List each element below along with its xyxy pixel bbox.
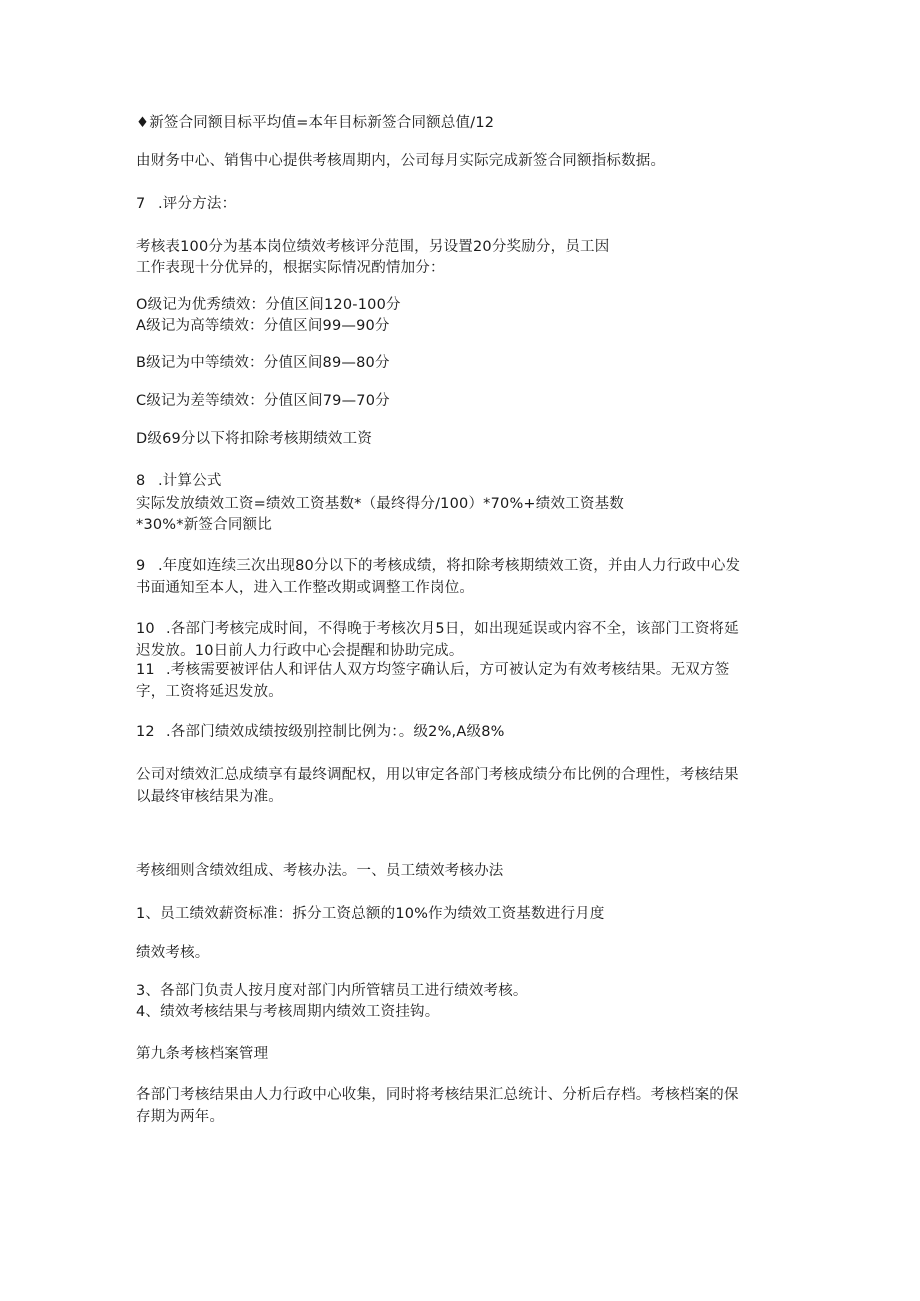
section-heading-8 (136, 470, 222, 492)
section-10-line-1 (136, 618, 739, 640)
section-title: .计算公式 (158, 473, 222, 489)
paragraph-scoring-line-2: 工作表现十分优异的，根据实际情况酌情加分： (136, 260, 445, 276)
formula-line-1: 实际发放绩效工资=绩效工资基数*（最终得分/100）*70%+绩效工资基数 (136, 496, 624, 512)
section-number: 7 (136, 196, 146, 212)
section-11-line-2: 字，工资将延迟发放。 (136, 684, 283, 700)
section-number: 10 (136, 621, 155, 637)
list-item-4: 4、绩效考核结果与考核周期内绩效工资挂钩。 (136, 1004, 440, 1020)
grade-b-line: B级记为中等绩效：分值区间89—80分 (136, 355, 390, 371)
section-text: .各部门考核完成时间，不得晚于考核次月5日，如出现延误或内容不全，该部门工资将延 (166, 621, 739, 637)
section-number: 8 (136, 473, 146, 489)
formula-line-2: *30%*新签合同额比 (136, 517, 272, 533)
paragraph-archive-line-1: 各部门考核结果由人力行政中心收集，同时将考核结果汇总统计、分析后存档。考核档案的保 (136, 1087, 739, 1103)
section-heading-7 (136, 193, 236, 215)
article-9-heading: 第九条考核档案管理 (136, 1046, 269, 1062)
section-number: 9 (136, 558, 146, 574)
section-text: .年度如连续三次出现80分以下的考核成绩，将扣除考核期绩效工资，并由人力行政中心发 (158, 558, 741, 574)
grade-d-line: D级69分以下将扣除考核期绩效工资 (136, 431, 373, 447)
paragraph-performance-review: 绩效考核。 (136, 945, 210, 961)
section-9-line-1 (136, 555, 740, 577)
section-12-line (136, 721, 505, 743)
list-item-3: 3、各部门负责人按月度对部门内所管辖员工进行绩效考核。 (136, 983, 528, 999)
section-number: 12 (136, 724, 155, 740)
paragraph-data-source: 由财务中心、销售中心提供考核周期内，公司每月实际完成新签合同额指标数据。 (136, 153, 666, 169)
paragraph-rules-heading: 考核细则含绩效组成、考核办法。一、员工绩效考核办法 (136, 863, 504, 879)
grade-o-line: O级记为优秀绩效：分值区间120-100分 (136, 297, 401, 313)
section-title: .评分方法： (158, 196, 237, 212)
paragraph-archive-line-2: 存期为两年。 (136, 1109, 225, 1125)
list-item-1: 1、员工绩效薪资标准：拆分工资总额的10%作为绩效工资基数进行月度 (136, 906, 605, 922)
section-11-line-1 (136, 659, 729, 681)
section-number: 11 (136, 662, 155, 678)
paragraph-scoring-line-1: 考核表100分为基本岗位绩效考核评分范围，另设置20分奖励分，员工因 (136, 239, 610, 255)
paragraph-adjustment-line-2: 以最终审核结果为准。 (136, 789, 283, 805)
section-9-line-2: 书面通知至本人，进入工作整改期或调整工作岗位。 (136, 580, 475, 596)
section-text: .各部门绩效成绩按级别控制比例为：。级2%,A级8% (166, 724, 505, 740)
section-text: .考核需要被评估人和评估人双方均签字确认后，方可被认定为有效考核结果。无双方签 (166, 662, 730, 678)
section-10-line-2: 迟发放。10日前人力行政中心会提醒和协助完成。 (136, 643, 464, 659)
formula-target-average: ♦新签合同额目标平均值=本年目标新签合同额总值/12 (136, 115, 495, 131)
grade-a-line: A级记为高等绩效：分值区间99—90分 (136, 318, 390, 334)
paragraph-adjustment-line-1: 公司对绩效汇总成绩享有最终调配权，用以审定各部门考核成绩分布比例的合理性，考核结果 (136, 767, 739, 783)
grade-c-line: C级记为差等绩效：分值区间79—70分 (136, 393, 390, 409)
